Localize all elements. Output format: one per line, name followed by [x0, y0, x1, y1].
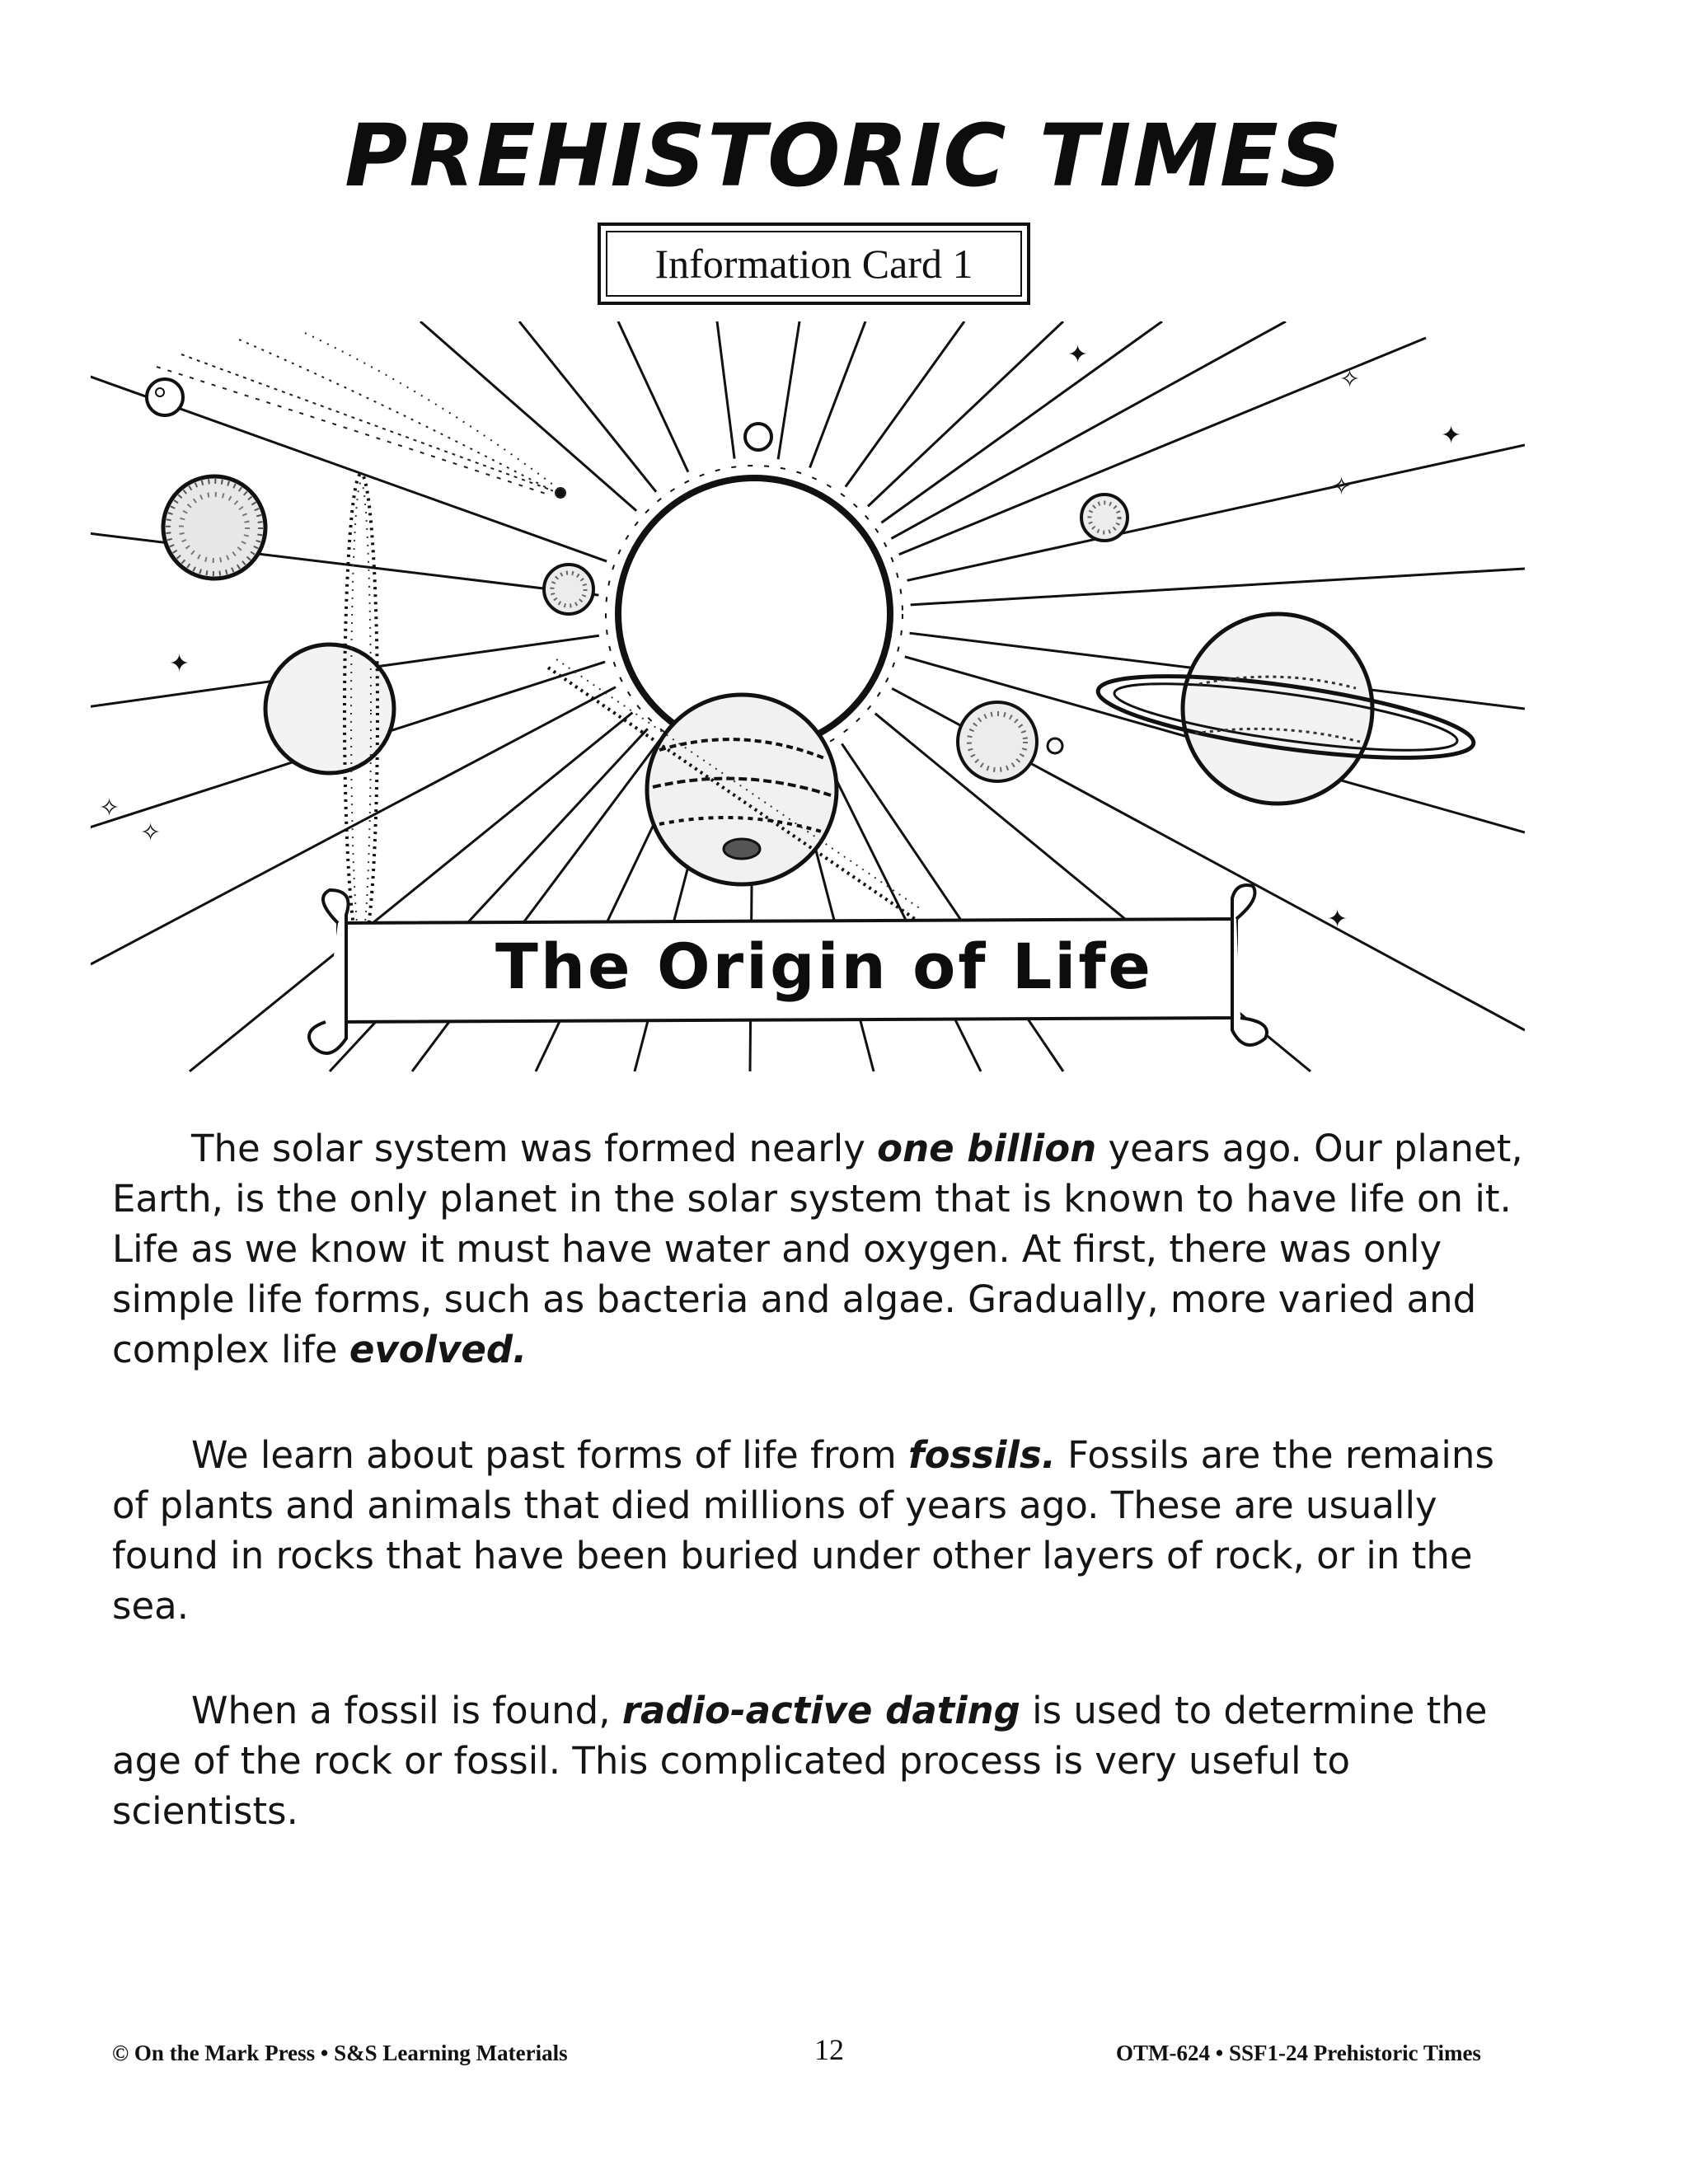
- paragraph-3: [112, 1685, 1530, 1836]
- page-number: 12: [814, 2033, 844, 2066]
- svg-text:✦: ✦: [1067, 340, 1089, 369]
- footer-copyright: © On the Mark Press • S&S Learning Materials: [112, 2041, 568, 2065]
- paragraph-2: [112, 1430, 1530, 1631]
- emphasized-term: evolved.: [349, 1328, 528, 1371]
- emphasized-term: fossils.: [908, 1433, 1056, 1477]
- page-title: PREHISTORIC TIMES: [345, 105, 1343, 206]
- medium-planet-icon: [958, 702, 1037, 781]
- sun-ray: [846, 321, 964, 487]
- sun-ray: [420, 321, 636, 511]
- moon-icon: [1048, 738, 1062, 753]
- sun-ray: [618, 321, 688, 472]
- banner-title: The Origin of Life: [495, 930, 1153, 1003]
- svg-text:✧: ✧: [1331, 472, 1353, 501]
- sun-ray: [881, 321, 1162, 523]
- svg-text:✧: ✧: [140, 818, 162, 847]
- sun-ray: [717, 321, 734, 459]
- paragraph-text: is used to determine the age of the rock or fossil. This complicated process is very useful to scientists.: [112, 1689, 1488, 1833]
- small-planet-icon: [544, 565, 593, 614]
- paragraph-text: We learn about past forms of life from: [191, 1433, 909, 1477]
- jupiter-icon: [548, 659, 923, 919]
- paragraph-1: [112, 1123, 1530, 1375]
- emphasized-term: one billion: [877, 1127, 1097, 1170]
- svg-text:✧: ✧: [1339, 365, 1361, 394]
- paragraph-text: When a fossil is found,: [191, 1689, 622, 1732]
- saturn-icon: [1094, 614, 1478, 804]
- information-card-label: Information Card 1: [606, 231, 1022, 297]
- footer-product-code: OTM-624 • SSF1-24 Prehistoric Times: [1116, 2041, 1481, 2065]
- paragraph-text: Fossils are the remains of plants and animals that died millions of years ago. These are usually found in rocks that have been buried under other layers of rock, or in the sea.: [112, 1433, 1494, 1628]
- tiny-planet-icon: [745, 424, 771, 450]
- small-planet-icon: [1081, 494, 1128, 541]
- emphasized-term: radio-active dating: [621, 1689, 1020, 1732]
- sun-ray: [519, 321, 656, 492]
- svg-text:✧: ✧: [99, 794, 120, 823]
- sun-ray: [778, 321, 799, 459]
- svg-text:✦: ✦: [1327, 905, 1348, 934]
- sun-ray: [810, 321, 865, 467]
- svg-text:✦: ✦: [169, 649, 190, 678]
- ringed-planet-icon-left: [265, 474, 394, 952]
- information-card-label-box: [598, 223, 1030, 305]
- paragraph-text: The solar system was formed nearly: [191, 1127, 878, 1170]
- paragraph-text: years ago. Our planet, Earth, is the only planet in the solar system that is known to have life on it. Life as we know it must have water and oxygen. At first, there was only simple life forms, such as bacteria and algae. Gradually, more varied and complex life: [112, 1127, 1523, 1371]
- sun-ray: [911, 569, 1525, 605]
- speckled-planet-icon: [163, 476, 265, 579]
- svg-text:✦: ✦: [1441, 421, 1462, 450]
- sun-ray: [842, 743, 1063, 1071]
- small-planet-icon: [147, 379, 183, 415]
